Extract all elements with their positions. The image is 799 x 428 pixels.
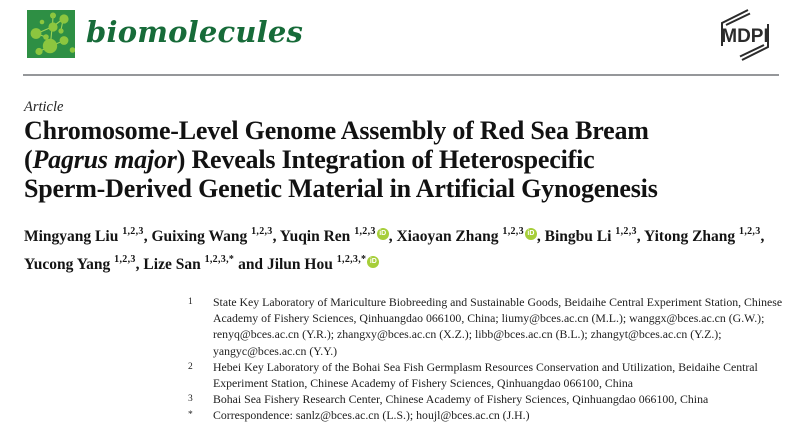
author-separator: , <box>760 228 765 246</box>
species-name-italic: Pagrus major <box>32 145 177 174</box>
author-affiliation-sup: 1,2,3 <box>354 226 376 237</box>
author-affiliation-sup: 1,2,3 <box>739 226 761 237</box>
affiliation-item <box>188 407 784 423</box>
article-title <box>24 116 784 203</box>
affiliation-marker: * <box>188 410 193 421</box>
affiliation-item <box>188 359 784 391</box>
affiliation-text: Correspondence: sanlz@bces.ac.cn (L.S.); houjl@bces.ac.cn (J.H.) <box>213 408 530 423</box>
author-name: Yuqin Ren <box>279 228 355 246</box>
author-affiliation-sup: 1,2,3,* <box>204 254 235 266</box>
affiliation-marker: 1 <box>188 297 193 307</box>
author-name: Jilun Hou <box>266 256 337 274</box>
biomolecules-logo-icon <box>27 10 75 58</box>
author-separator: , <box>536 228 545 246</box>
affiliation-marker: 3 <box>188 394 193 405</box>
mdpi-logo-text: MDPI <box>721 26 769 47</box>
author-separator: , <box>135 256 144 274</box>
author-name: Yucong Yang <box>24 256 115 274</box>
author-affiliation-sup: 1,2,3 <box>114 254 136 266</box>
author-name: Guixing Wang <box>151 228 252 246</box>
author-affiliation-sup: 1,2,3 <box>251 226 273 237</box>
journal-header <box>27 10 303 58</box>
affiliation-text: Bohai Sea Fishery Research Center, Chinese Academy of Fishery Sciences, Qinhuangdao 066100, China <box>213 392 709 407</box>
header-divider <box>23 74 779 76</box>
author-separator: , <box>143 228 152 246</box>
affiliation-item <box>188 294 784 359</box>
affiliation-text: State Key Laboratory of Mariculture Biobreeding and Sustainable Goods, Beidaihe Central Experiment Station, Chinese Academy of Fishery Sciences, Qinhuangdao 066100, China; liumy@bces.ac.cn (M.L.); wanggx@bces.ac.cn (G.W.); renyq@bces.ac.cn (Y.R.); zhangxy@bces.ac.cn (X.Z.); libb@bces.ac.cn (B.L.); zhangyt@bces.ac.cn (Y.Z.); yangyc@bces.ac.cn (Y.Y.) <box>213 295 783 358</box>
author-affiliation-sup: 1,2,3 <box>502 226 524 237</box>
title-line3: Sperm-Derived Genetic Material in Artificial Gynogenesis <box>24 174 658 203</box>
affiliation-marker: 2 <box>188 361 193 372</box>
author-separator: , <box>636 228 644 246</box>
author-affiliation-sup: 1,2,3,* <box>336 254 367 266</box>
author-separator: , <box>272 228 280 246</box>
author-name: Bingbu Li <box>544 228 616 246</box>
article-type-label: Article <box>24 99 64 115</box>
orcid-icon[interactable]: iD <box>377 228 389 240</box>
orcid-icon[interactable]: iD <box>367 256 379 268</box>
journal-name: biomolecules <box>86 15 304 49</box>
affiliation-item <box>188 391 784 407</box>
author-separator: and <box>234 256 267 274</box>
author-name: Mingyang Liu <box>24 228 123 246</box>
author-name: Yitong Zhang <box>643 228 740 246</box>
author-affiliation-sup: 1,2,3 <box>122 226 144 237</box>
author-separator: , <box>388 228 397 246</box>
affiliation-text: Hebei Key Laboratory of the Bohai Sea Fish Germplasm Resources Conservation and Utilization, Beidaihe Central Experiment Station, Chinese Academy of Fishery Sciences, Qinhuangdao 066100, China <box>213 359 758 391</box>
affiliation-list <box>188 294 784 424</box>
orcid-icon[interactable]: iD <box>525 228 537 240</box>
author-name: Lize San <box>143 256 205 274</box>
mdpi-logo <box>711 8 779 62</box>
title-line2: (Pagrus major) Reveals Integration of Heterospecific <box>24 145 595 174</box>
title-line1: Chromosome-Level Genome Assembly of Red Sea Bream <box>24 116 649 145</box>
author-affiliation-sup: 1,2,3 <box>615 226 637 237</box>
author-name: Xiaoyan Zhang <box>396 228 503 246</box>
author-list <box>24 221 792 277</box>
